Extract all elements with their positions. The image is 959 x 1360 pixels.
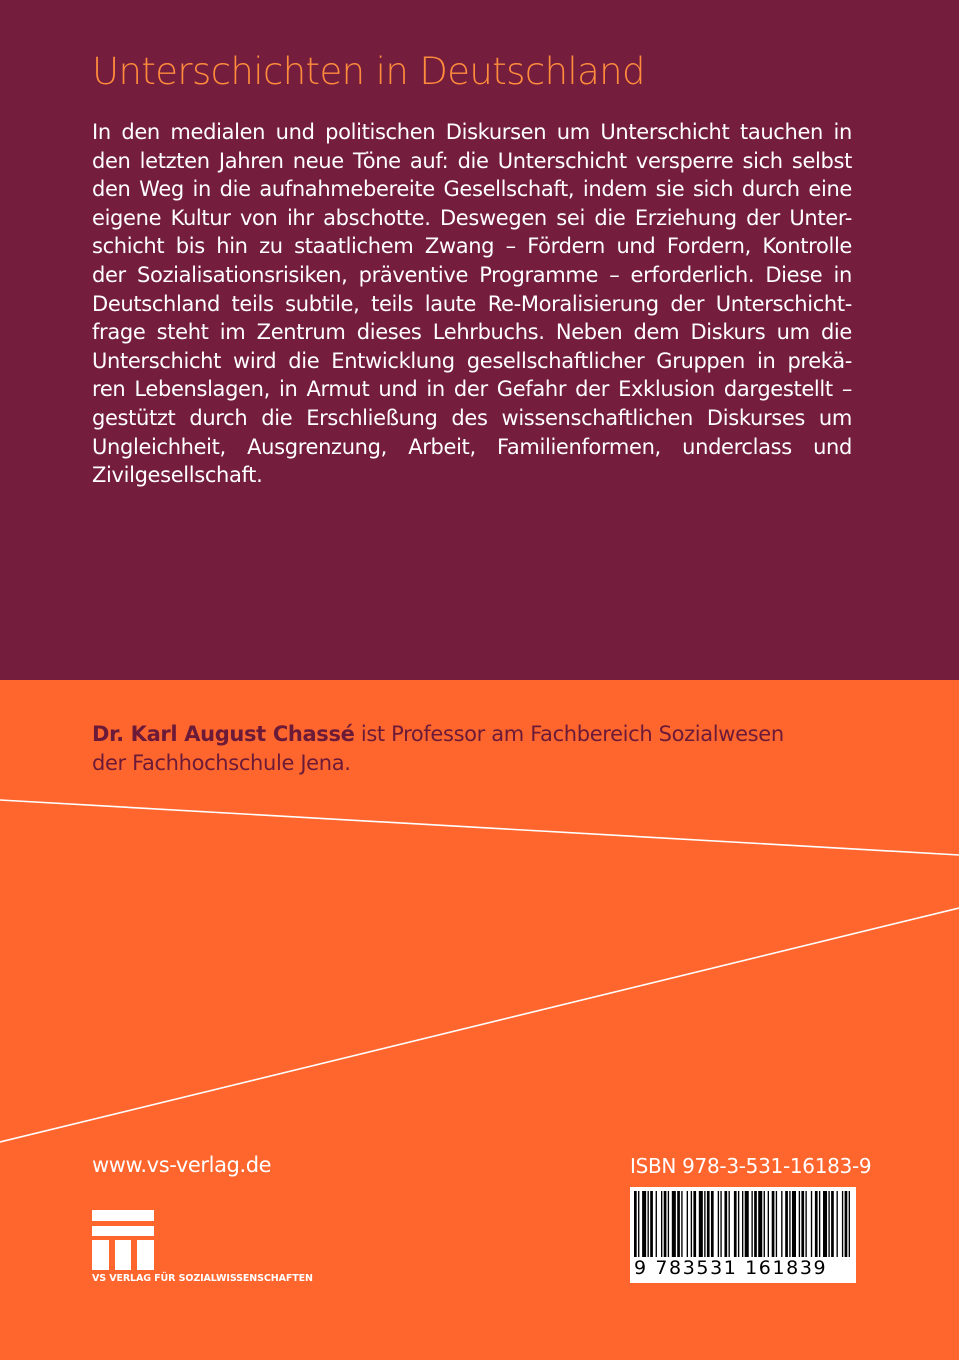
blurb-line: Deutschland teils subtile, teils laute Re-Moralisierung der Unterschicht-: [92, 291, 852, 316]
barcode-bar: [801, 1191, 804, 1257]
publisher-url[interactable]: www.vs-verlag.de: [92, 1153, 272, 1177]
blurb-line: schicht bis hin zu staatlichem Zwang – Fördern und Fordern, Kontrolle: [92, 234, 852, 259]
barcode-bar: [792, 1191, 796, 1257]
author-bio-line: [92, 720, 852, 749]
blurb-line: In den medialen und politischen Diskursen um Unterschicht tauchen in: [92, 120, 852, 144]
blurb-line: den Weg in die aufnahmebereite Gesellschaft, indem sie sich durch eine: [92, 177, 852, 202]
barcode-bar: [672, 1191, 676, 1257]
author-bio-text: ist Professor am Fachbereich Sozialwesen: [354, 722, 784, 746]
barcode-bar: [704, 1191, 705, 1257]
barcode-bar: [811, 1191, 812, 1257]
barcode-bar: [789, 1191, 790, 1257]
barcode-bar: [720, 1191, 721, 1257]
barcode-bar: [693, 1191, 696, 1257]
barcode-bar: [823, 1191, 827, 1257]
barcode-bar: [634, 1191, 637, 1257]
barcode-bar: [845, 1191, 848, 1257]
barcode-bar: [764, 1191, 765, 1257]
blurb-line: gestützt durch die Erschließung des wissenschaftlichen Diskurses um: [92, 405, 852, 430]
barcode-bar: [738, 1191, 739, 1257]
barcode-bar: [691, 1191, 692, 1257]
barcode-bar: [842, 1191, 843, 1257]
barcode-bar: [724, 1191, 727, 1257]
barcode-bar: [718, 1191, 719, 1257]
blurb-line: ren Lebenslagen, in Armut und in der Gefahr der Exklusion dargestellt –: [92, 377, 852, 402]
barcode-bar: [751, 1191, 752, 1257]
barcode-bar: [711, 1191, 714, 1257]
barcode-bar: [677, 1191, 680, 1257]
vs-verlag-logo-icon: [92, 1210, 154, 1270]
barcode-bar: [745, 1191, 749, 1257]
author-name: Dr. Karl August Chassé: [92, 722, 355, 746]
barcode-bar: [650, 1191, 653, 1257]
blurb-line: den letzten Jahren neue Töne auf: die Unterschicht versperre sich selbst: [92, 148, 852, 173]
barcode-bar: [661, 1191, 662, 1257]
barcode-bar: [729, 1191, 730, 1257]
blurb-text: [92, 118, 852, 490]
barcode: [630, 1187, 856, 1283]
decorative-line-upper: [0, 800, 959, 855]
barcode-bar: [742, 1191, 743, 1257]
barcode-bar: [799, 1191, 800, 1257]
barcode-bar: [687, 1191, 688, 1257]
author-bio-line: der Fachhochschule Jena.: [92, 751, 351, 775]
blurb-line: Zivilgesellschaft.: [92, 463, 263, 488]
blurb-line: eigene Kultur von ihr abschotte. Deswegen sei die Erziehung der Unter-: [92, 205, 852, 230]
decorative-line-lower: [0, 908, 959, 1142]
isbn-label: ISBN 978-3-531-16183-9: [630, 1154, 872, 1178]
barcode-bar: [656, 1191, 657, 1257]
barcode-bar: [831, 1191, 834, 1257]
barcode-bar: [707, 1191, 710, 1257]
barcode-bar: [642, 1191, 646, 1257]
author-bio: [92, 720, 852, 778]
barcode-bar: [699, 1191, 703, 1257]
barcode-bar: [828, 1191, 829, 1257]
barcode-bar: [776, 1191, 777, 1257]
barcode-bar: [815, 1191, 818, 1257]
barcode-bar: [754, 1191, 757, 1257]
barcode-bar: [648, 1191, 649, 1257]
barcode-bar: [849, 1191, 850, 1257]
barcode-bar: [781, 1191, 782, 1257]
barcode-bar: [785, 1191, 788, 1257]
barcode-bar: [819, 1191, 820, 1257]
barcode-digits: 9 783531 161839: [634, 1257, 828, 1279]
barcode-bar: [758, 1191, 762, 1257]
barcode-bar: [734, 1191, 737, 1257]
barcode-bar: [768, 1191, 769, 1257]
blurb-line: Ungleichheit, Ausgrenzung, Arbeit, Familienformen, underclass und: [92, 434, 852, 459]
barcode-bar: [668, 1191, 669, 1257]
blurb-line: Unterschicht wird die Entwicklung gesellschaftlicher Gruppen in prekä-: [92, 348, 852, 373]
barcode-bar: [772, 1191, 775, 1257]
barcode-bar: [805, 1191, 806, 1257]
publisher-name: VS VERLAG FÜR SOZIALWISSENSCHAFTEN: [92, 1273, 313, 1284]
book-title: Unterschichten in Deutschland: [92, 50, 645, 93]
barcode-bar: [681, 1191, 682, 1257]
blurb-line: frage steht im Zentrum dieses Lehrbuchs. Neben dem Diskurs um die: [92, 320, 852, 345]
barcode-bar: [837, 1191, 838, 1257]
blurb-line: der Sozialisationsrisiken, präventive Programme – erforderlich. Diese in: [92, 262, 852, 287]
barcode-bar: [638, 1191, 639, 1257]
barcode-bar: [664, 1191, 667, 1257]
